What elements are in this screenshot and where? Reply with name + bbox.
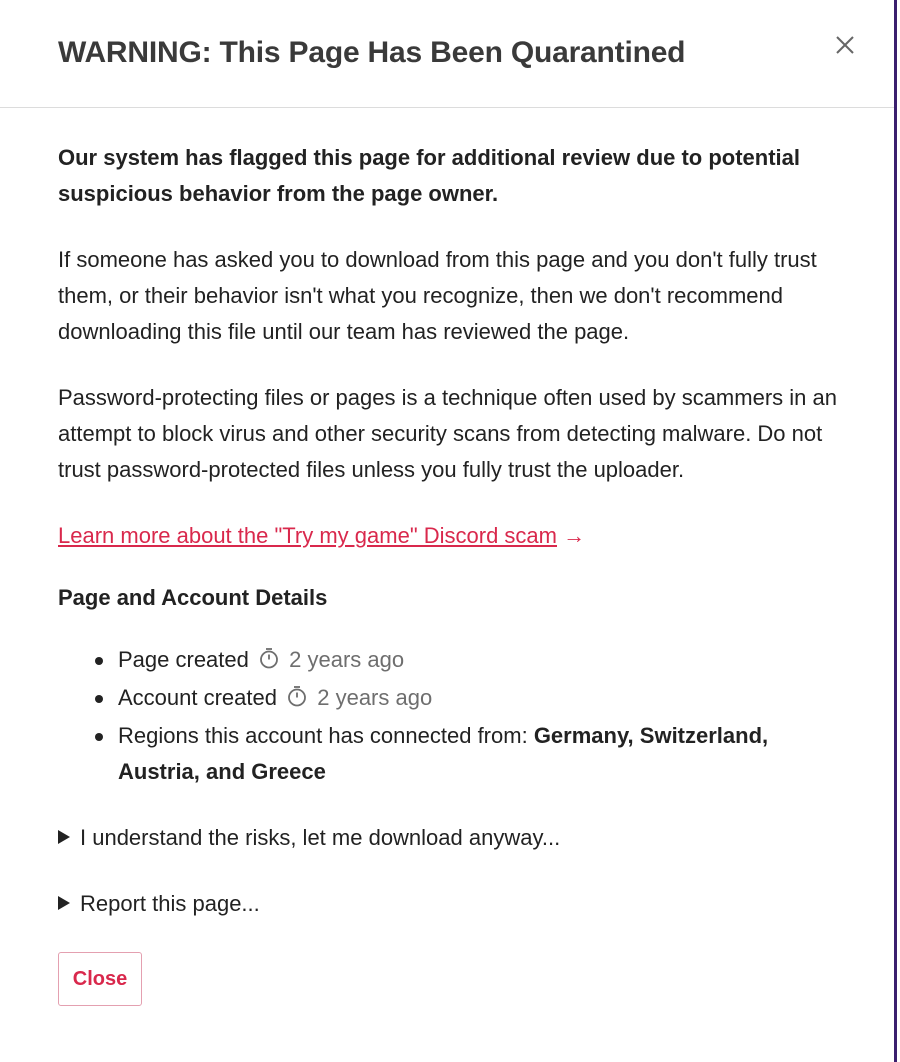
triangle-right-icon [58,830,70,844]
arrow-right-icon: → [563,523,586,548]
list-item-account-created [118,680,848,718]
modal-header [0,0,894,108]
triangle-right-icon [58,896,70,910]
download-anyway-label: I understand the risks, let me download anyway... [80,825,561,850]
page-created-label: Page created [118,647,249,672]
report-page-label: Report this page... [80,891,260,916]
stopwatch-icon [287,682,307,718]
stopwatch-icon [259,644,279,680]
regions-value: Germany, Switzerland, Austria, and Greece [118,723,769,784]
close-icon[interactable] [832,32,858,58]
close-button[interactable]: Close [58,952,142,1006]
account-created-value: 2 years ago [317,685,433,710]
trust-paragraph: If someone has asked you to download from this page and you don't fully trust them, or their behavior isn't what you recognize, then we don't recommend downloading this file until our team has reviewed the page. [58,247,817,344]
account-created-label: Account created [118,685,277,710]
page-created-value: 2 years ago [289,647,405,672]
details-list [58,642,848,790]
regions-label: Regions this account has connected from: [118,723,528,748]
list-item-regions [118,718,848,790]
report-page-toggle[interactable] [58,886,848,922]
learn-more-link[interactable]: Learn more about the "Try my game" Discord scam [58,523,557,548]
password-paragraph: Password-protecting files or pages is a technique often used by scammers in an attempt to block virus and other security scans from detecting malware. Do not trust password-protected files unless you fully trust the uploader. [58,385,837,482]
modal-title: WARNING: This Page Has Been Quarantined [58,36,686,69]
learn-more-row [58,518,848,554]
details-heading: Page and Account Details [58,585,328,610]
download-anyway-toggle[interactable] [58,820,848,856]
modal-body [58,140,848,1006]
list-item-page-created [118,642,848,680]
lead-paragraph: Our system has flagged this page for additional review due to potential suspicious behavior from the page owner. [58,145,801,206]
